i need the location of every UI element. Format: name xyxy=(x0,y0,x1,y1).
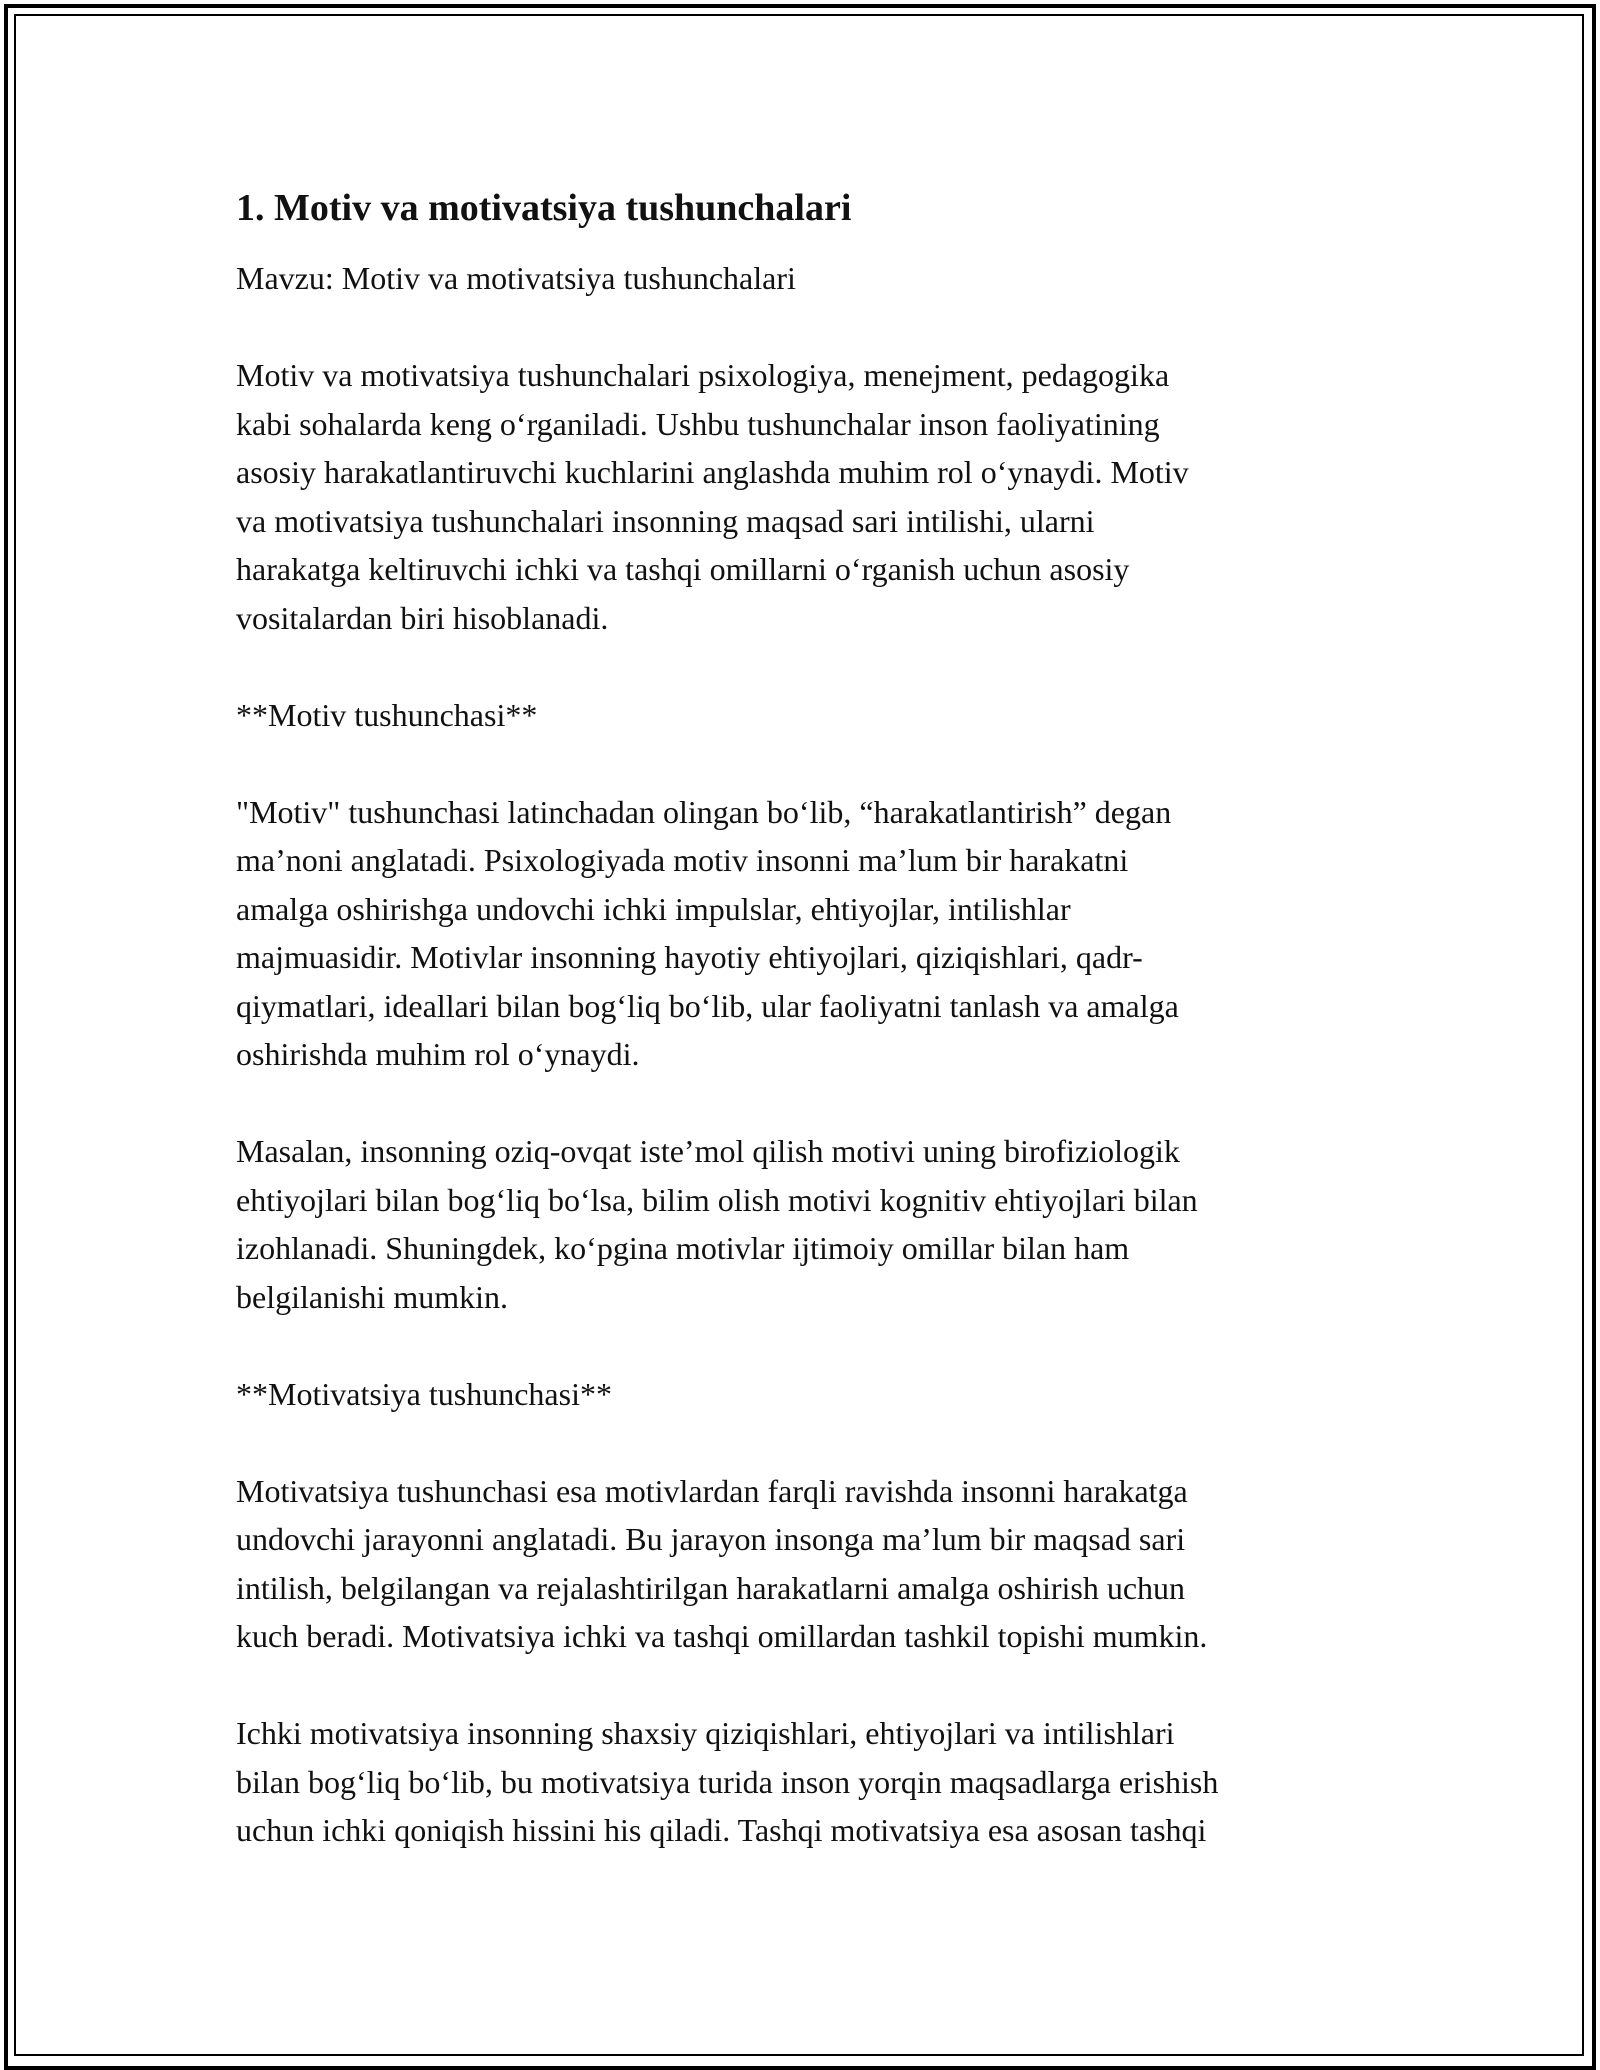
topic-line: Mavzu: Motiv va motivatsiya tushunchalari xyxy=(236,260,796,296)
document-body xyxy=(236,184,1396,1855)
motivatsiya-definition-paragraph: Motivatsiya tushunchasi esa motivlardan farqli ravishda insonni harakatga undovchi jarayonni anglatadi. Bu jarayon insonga ma’lum bir maqsad sari intilish, belgilangan va rejalashtirilgan harakatlarni amalga oshirish uchun kuch beradi. Motivatsiya ichki va tashqi omillardan tashkil topishi mumkin. xyxy=(236,1472,1208,1654)
motivatsiya-heading: **Motivatsiya tushunchasi** xyxy=(236,1375,612,1412)
inner-motivation-paragraph: Ichki motivatsiya insonning shaxsiy qiziqishlari, ehtiyojlari va intilishlari bilan bog‘liq bo‘lib, bu motivatsiya turida inson yorqin maqsadlarga erishish uchun ichki qoniqish hissini his qiladi. Tashqi motivatsiya esa asosan tashqi xyxy=(236,1715,1219,1848)
motiv-example-paragraph: Masalan, insonning oziq-ovqat iste’mol qilish motivi uning birofiziologik ehtiyojlari bilan bog‘liq bo‘lsa, bilim olish motivi kognitiv ehtiyojlari bilan izohlanadi. Shuningdek, ko‘pgina motivlar ijtimoiy omillar bilan ham belgilanishi mumkin. xyxy=(236,1133,1198,1315)
motiv-definition-paragraph: "Motiv" tushunchasi latinchadan olingan bo‘lib, “harakatlantirish” degan ma’noni anglatadi. Psixologiyada motiv insonni ma’lum bir harakatni amalga oshirishga undovchi ichki impulslar, ehtiyojlar, intilishlar majmuasidir. Motivlar insonning hayotiy ehtiyojlari, qiziqishlari, qadr- qiymatlari, ideallari bilan bog‘liq bo‘lib, ular faoliyatni tanlash va amalga oshirishda muhim rol o‘ynaydi. xyxy=(236,793,1179,1072)
motiv-heading: **Motiv tushunchasi** xyxy=(236,696,538,733)
document-title: 1. Motiv va motivatsiya tushunchalari xyxy=(236,187,852,229)
intro-paragraph: Motiv va motivatsiya tushunchalari psixologiya, menejment, pedagogika kabi sohalarda keng o‘rganiladi. Ushbu tushunchalar inson faoliyatining asosiy harakatlantiruvchi kuchlarini anglashda muhim rol o‘ynaydi. Motiv va motivatsiya tushunchalari insonning maqsad sari intilishi, ularni harakatga keltiruvchi ichki va tashqi omillarni o‘rganish uchun asosiy vositalardan biri hisoblanadi. xyxy=(236,357,1189,636)
